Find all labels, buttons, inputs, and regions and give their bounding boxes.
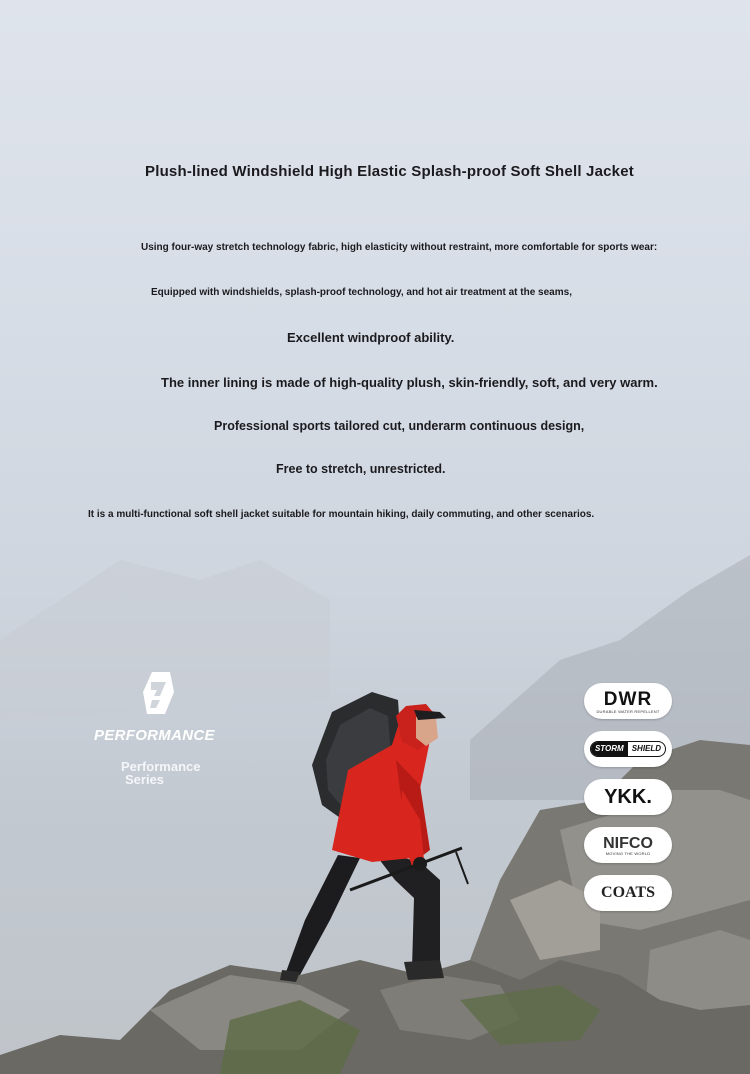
storm-text: STORM: [591, 742, 628, 756]
hiker-figure: [280, 692, 468, 982]
feature-line-7: It is a multi-functional soft shell jacket suitable for mountain hiking, daily commuting, and other scenarios.: [88, 509, 595, 520]
product-title: Plush-lined Windshield High Elastic Splash-proof Soft Shell Jacket: [145, 163, 634, 180]
stormshield-logo: [590, 741, 666, 757]
shield-text: SHIELD: [631, 744, 662, 753]
feature-line-4: The inner lining is made of high-quality plush, skin-friendly, soft, and very warm.: [161, 375, 658, 390]
performance-logo-icon: [94, 670, 224, 720]
feature-line-6: Free to stretch, unrestricted.: [276, 462, 446, 476]
series-label: [121, 760, 231, 786]
feature-line-3: Excellent windproof ability.: [287, 330, 455, 345]
feature-line-2: Equipped with windshields, splash-proof technology, and hot air treatment at the seams,: [151, 287, 572, 298]
series-line-2: Series: [125, 772, 165, 787]
nifco-sub: MOVING THE WORLD: [605, 850, 651, 856]
dwr-label: DWR: [603, 688, 653, 710]
dwr-sub: DURABLE WATER REPELLENT: [596, 708, 660, 714]
coats-label: COATS: [601, 884, 655, 901]
ykk-label: YKK.: [604, 785, 652, 808]
brand-name: PERFORMANCE: [94, 727, 215, 744]
dwr-badge: [584, 683, 672, 719]
feature-line-5: Professional sports tailored cut, underarm continuous design,: [214, 419, 585, 433]
nifco-badge: [584, 827, 672, 863]
ykk-badge: [584, 779, 672, 815]
stormshield-badge: [584, 731, 672, 767]
feature-line-1: Using four-way stretch technology fabric, high elasticity without restraint, more comfortable for sports wear:: [141, 242, 658, 253]
series-line-1: Performance: [121, 759, 201, 774]
coats-badge: [584, 875, 672, 911]
nifco-label: NIFCO: [603, 834, 653, 852]
